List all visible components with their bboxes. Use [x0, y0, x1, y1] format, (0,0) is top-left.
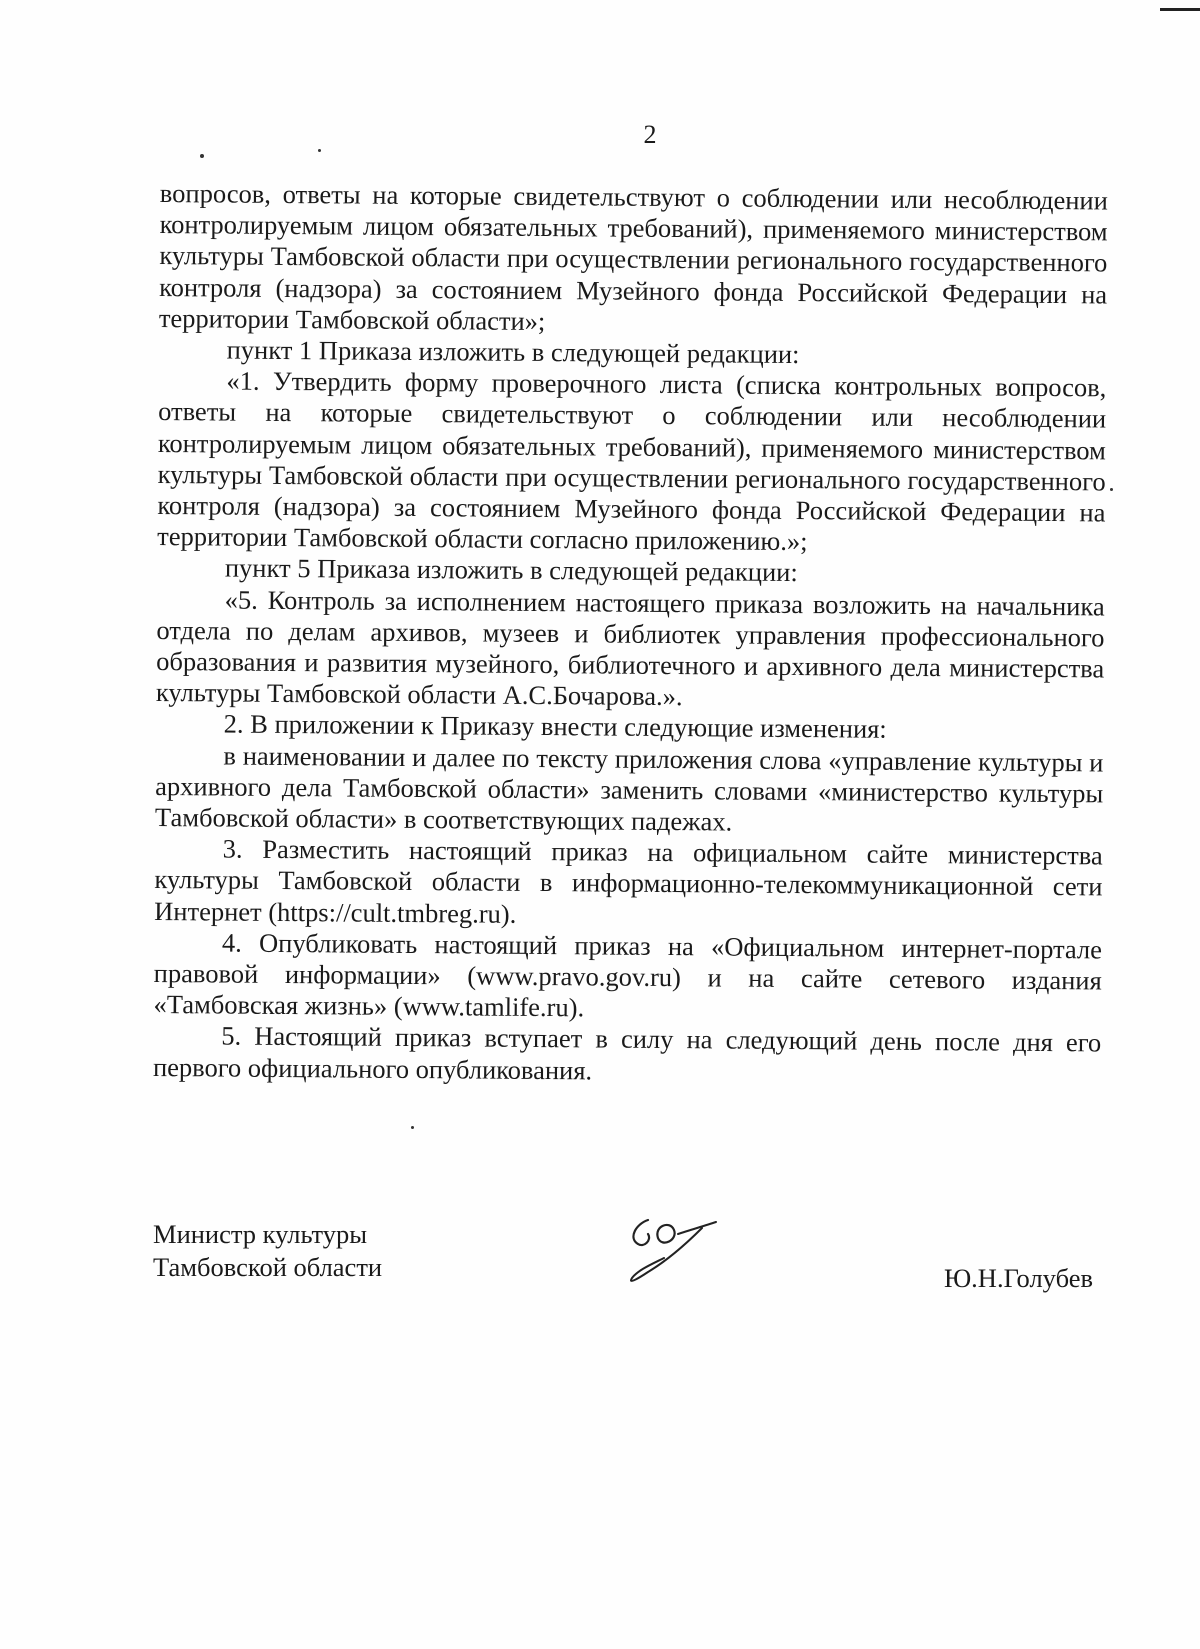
paragraph-item-1-heading: пункт 1 Приказа изложить в следующей редакции:	[226, 334, 800, 370]
paragraph-section-2: 2. В приложении к Приказу внести следующие изменения:	[223, 708, 887, 745]
page-number: 2	[643, 120, 657, 149]
paragraph-section-2-text: в наименовании и далее по тексту приложения слова «управление культуры и архивного дела Тамбовской области» заменить словами «министерство культуры Тамбовской области» в соответствующих падежах.	[154, 740, 1104, 837]
scan-speck	[1110, 488, 1113, 491]
paragraph-section-3: 3. Разместить настоящий приказ на официальном сайте министерства культуры Тамбовской области в информационно-телекоммуникационной сети Интернет (https://cult.tmbreg.ru).	[154, 833, 1103, 929]
signatory-name: Ю.Н.Голубев	[943, 1263, 1093, 1293]
scan-edge-mark	[1160, 8, 1200, 11]
paragraph-section-4: 4. Опубликовать настоящий приказ на «Официальном интернет-портале правовой информации» (www.pravo.gov.ru) и на сайте сетевого издания «Тамбовская жизнь» (www.tamlife.ru).	[153, 927, 1103, 1023]
paragraph-item-5-text: «5. Контроль за исполнением настоящего приказа возложить на начальника отдела по делам архивов, музеев и библиотек управления профессионального образования и развития музейного, библиотечного и архивного дела министерства культуры Тамбовской области А.С.Бочарова.».	[155, 584, 1105, 712]
handwritten-signature	[618, 1208, 728, 1294]
signatory-title-line: Тамбовской области	[153, 1252, 383, 1282]
signatory-title-line: Министр культуры	[153, 1219, 368, 1249]
scan-speck	[200, 154, 204, 158]
paragraph-item-1-text: «1. Утвердить форму проверочного листа (списка контрольных вопросов, ответы на которые свидетельствуют о соблюдении или несоблюдении контролируемым лицом обязательных требований), применяемого министерством культуры Тамбовской области при осуществлении регионального государственного контроля (надзора) за состоянием Музейного фонда Российской Федерации на территории Тамбовской области согласно приложению.»;	[157, 365, 1107, 557]
paragraph-item-5-heading: пункт 5 Приказа изложить в следующей редакции:	[224, 552, 798, 588]
paragraph-section-5: 5. Настоящий приказ вступает в силу на следующий день после дня его первого официального опубликования.	[152, 1020, 1102, 1086]
scan-speck	[411, 1126, 414, 1129]
paragraph-continuation: вопросов, ответы на которые свидетельствуют о соблюдении или несоблюдении контролируемым лицом обязательных требований), применяемого министерством культуры Тамбовской области при осуществлении регионального государственного контроля (надзора) за состоянием Музейного фонда Российской Федерации на территории Тамбовской области»;	[158, 178, 1108, 336]
document-body	[153, 178, 1108, 1090]
signatory-title	[153, 1218, 382, 1284]
signature-block	[153, 1218, 1093, 1328]
